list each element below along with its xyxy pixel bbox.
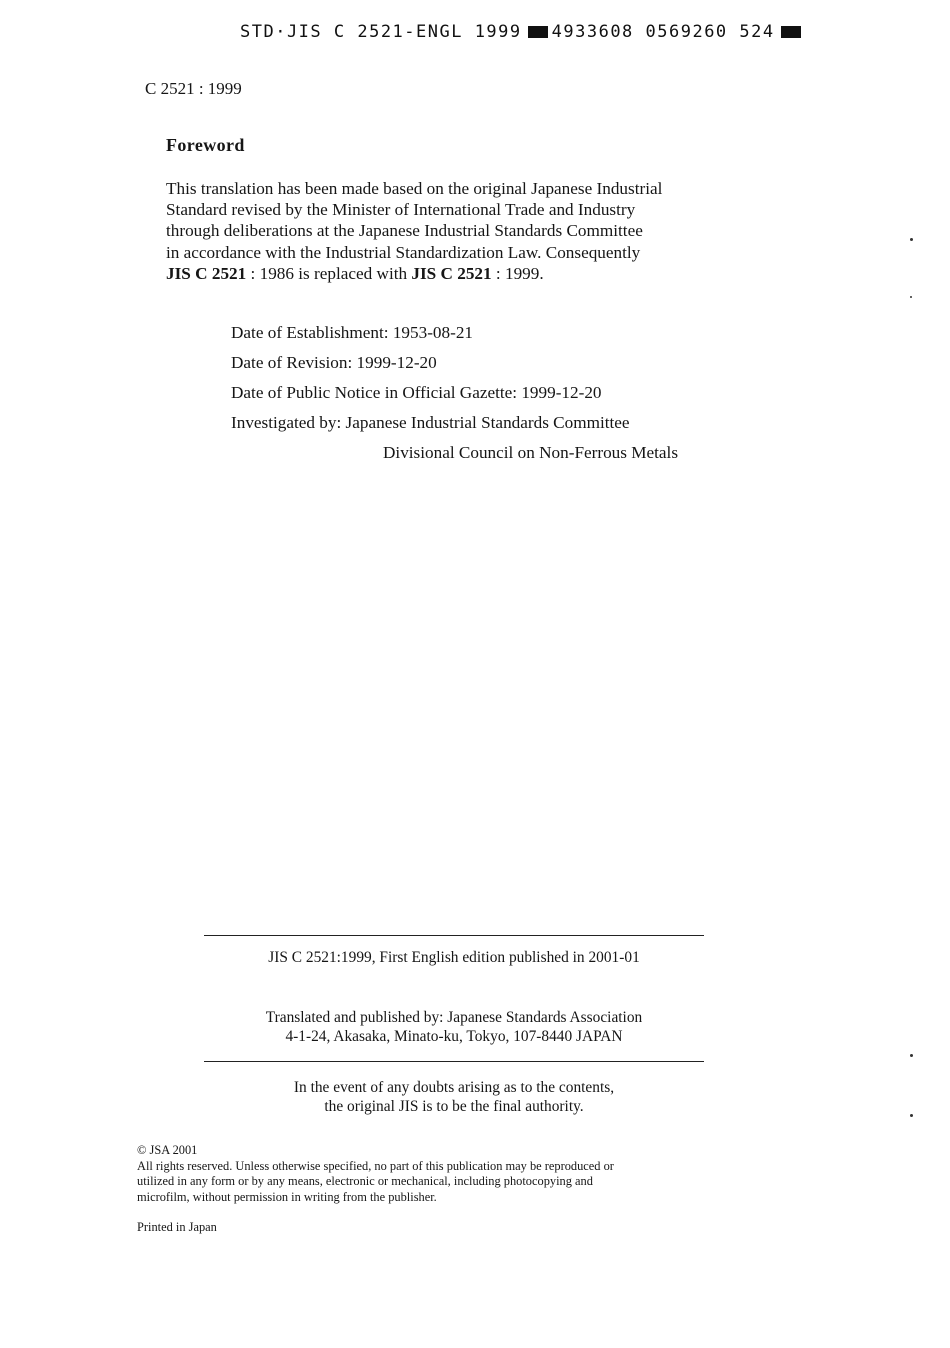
copyright-notice: © JSA 2001 bbox=[137, 1143, 198, 1157]
printed-in: Printed in Japan bbox=[137, 1220, 217, 1234]
standard-number: C 2521 : 1999 bbox=[145, 79, 242, 98]
date-of-establishment: Date of Establishment: 1953-08-21 bbox=[231, 323, 474, 342]
investigated-by: Investigated by: Japanese Industrial Standards Committee bbox=[231, 413, 630, 432]
replace-text: : 1986 is replaced with bbox=[246, 263, 412, 283]
date-of-revision: Date of Revision: 1999-12-20 bbox=[231, 353, 437, 372]
foreword-heading: Foreword bbox=[166, 135, 245, 155]
scan-speck bbox=[910, 296, 912, 298]
publisher-address: 4-1-24, Akasaka, Minato-ku, Tokyo, 107-8440 JAPAN bbox=[285, 1028, 623, 1045]
authority-line-2: the original JIS is to be the final authority. bbox=[324, 1098, 584, 1115]
foreword-line bbox=[166, 263, 786, 284]
rights-line: microfilm, without permission in writing from the publisher. bbox=[137, 1189, 437, 1204]
bottom-divider bbox=[204, 1061, 704, 1062]
foreword-line: in accordance with the Industrial Standardization Law. Consequently bbox=[166, 242, 641, 262]
scan-speck bbox=[910, 238, 913, 241]
old-standard-ref: JIS C 2521 bbox=[166, 263, 247, 283]
black-bar-mark bbox=[781, 26, 801, 38]
divisional-council: Divisional Council on Non-Ferrous Metals bbox=[383, 443, 679, 462]
foreword-paragraph bbox=[166, 178, 786, 284]
new-standard-ref: JIS C 2521 bbox=[411, 263, 492, 283]
rights-line: All rights reserved. Unless otherwise specified, no part of this publication may be reproduced or bbox=[137, 1158, 614, 1173]
new-year-text: : 1999. bbox=[491, 263, 544, 283]
foreword-line: through deliberations at the Japanese Industrial Standards Committee bbox=[166, 221, 643, 241]
date-of-public-notice: Date of Public Notice in Official Gazette: 1999-12-20 bbox=[231, 383, 602, 402]
black-bar-mark bbox=[528, 26, 548, 38]
top-divider bbox=[204, 935, 704, 936]
edition-statement: JIS C 2521:1999, First English edition published in 2001-01 bbox=[268, 949, 640, 966]
document-control-code bbox=[240, 22, 805, 42]
standard-dates-block bbox=[231, 321, 678, 471]
rights-line: utilized in any form or by any means, electronic or mechanical, including photocopying and bbox=[137, 1174, 593, 1189]
control-code-number: 4933608 0569260 524 bbox=[551, 22, 775, 42]
scan-speck bbox=[910, 1114, 913, 1117]
foreword-line: This translation has been made based on the original Japanese Industrial bbox=[166, 179, 663, 198]
control-code-left: STD·JIS C 2521-ENGL 1999 bbox=[240, 22, 522, 42]
foreword-line: Standard revised by the Minister of International Trade and Industry bbox=[166, 200, 636, 220]
scan-speck bbox=[910, 1054, 913, 1057]
copyright-block bbox=[137, 1143, 777, 1205]
publisher-line: Translated and published by: Japanese Standards Association bbox=[265, 1009, 643, 1026]
authority-line-1: In the event of any doubts arising as to the contents, bbox=[293, 1079, 615, 1096]
